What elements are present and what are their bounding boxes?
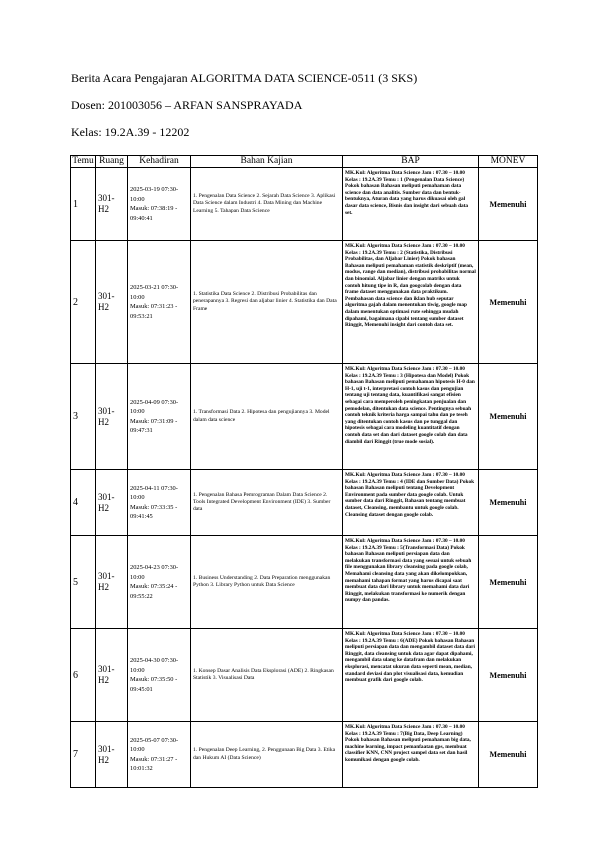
teaching-record-table xyxy=(70,155,538,788)
table-row xyxy=(71,722,538,788)
attendance-schedule-end: 10:00 xyxy=(130,494,145,501)
document-title: Berita Acara Pengajaran ALGORITMA DATA SCIENCE-0511 (3 SKS) xyxy=(71,71,418,85)
attendance-checkout: 09:53:21 xyxy=(130,312,153,320)
material-cell: 1. Business Understanding 2. Data Preparation menggunakan Python 3. Library Python untuk Data Science xyxy=(191,536,343,629)
column-header-material: Bahan Kajian xyxy=(191,156,343,168)
room-cell: 301-H2 xyxy=(96,629,128,722)
table-header-row xyxy=(71,156,538,168)
room-cell: 301-H2 xyxy=(96,364,128,470)
material-cell: 1. Statistika Data Science 2. Distribusi Probabilitas dan penerapannya 3. Regresi dan aljabar linier 4. Statistika dan Data Frame xyxy=(191,241,343,364)
meeting-number: 5 xyxy=(71,536,96,629)
monev-cell: Memenuhi xyxy=(479,629,538,722)
attendance-checkout: 09:45:01 xyxy=(130,685,153,693)
attendance-cell xyxy=(128,241,191,364)
column-header-bap: BAP xyxy=(343,156,479,168)
column-header-attendance: Kehadiran xyxy=(128,156,191,168)
attendance-schedule-end: 10:00 xyxy=(130,195,145,203)
bap-cell: MK.Kul: Algoritma Data Science Jam : 07.30 – 10.00 Kelas : 19.2A.39 Temu : 6(ADE) Pokok bahasan Bahasan meliputi persiapan data dan mengambil dataset data dari Ringgit, data cleansing untuk data agar dapat dipahami, mengambil data ulang ke datafram dan melakukan eksplorasi, mencatat ukuran data seperti mean, median, standard deviasi dan plot visualisasi data, kemudian membuat grafik dari google colab. xyxy=(343,629,479,722)
monev-cell: Memenuhi xyxy=(479,470,538,536)
room-cell: 301-H2 xyxy=(96,168,128,241)
attendance-cell xyxy=(128,364,191,470)
attendance-schedule: 2025-04-30 07:30- xyxy=(130,657,179,664)
table-row xyxy=(71,629,538,722)
bap-cell: MK.Kul: Algoritma Data Science Jam : 07.30 – 10.00 Kelas : 19.2A.39 Temu : 4 (IDE dan Sumber Data) Pokok bahasan Bahasan meliputi tentang Development Environment pada sumber data google colab. Untuk sumber data dari Ringgit, Bahasan tentang membuat dataset, Cleansing, membantu untuk google colab. Cleansing dataset dengan google colab. xyxy=(343,470,479,536)
attendance-schedule-end: 10:00 xyxy=(130,746,145,753)
room-cell: 301-H2 xyxy=(96,536,128,629)
attendance-cell xyxy=(128,470,191,536)
monev-cell: Memenuhi xyxy=(479,168,538,241)
meeting-number: 6 xyxy=(71,629,96,722)
column-header-monev: MONEV xyxy=(479,156,538,168)
attendance-cell xyxy=(128,536,191,629)
attendance-cell xyxy=(128,168,191,241)
attendance-schedule: 2025-04-23 07:30- xyxy=(130,564,179,571)
attendance-checkin: Masuk: 07:33:35 - xyxy=(130,503,178,511)
attendance-schedule: 2025-03-21 07:30- xyxy=(130,284,179,291)
attendance-schedule: 2025-05-07 07:30- xyxy=(130,736,179,744)
table-row xyxy=(71,168,538,241)
attendance-checkin: Masuk: 07:31:23 - xyxy=(130,303,178,310)
table-row xyxy=(71,470,538,536)
meeting-number: 3 xyxy=(71,364,96,470)
attendance-checkin: Masuk: 07:31:09 - xyxy=(130,417,178,425)
table-row xyxy=(71,364,538,470)
attendance-schedule: 2025-04-09 07:30- xyxy=(130,398,179,406)
monev-cell: Memenuhi xyxy=(479,536,538,629)
column-header-room: Ruang xyxy=(96,156,128,168)
attendance-cell xyxy=(128,722,191,788)
attendance-schedule-end: 10:00 xyxy=(130,666,145,674)
column-header-meeting: Temu xyxy=(72,156,94,166)
attendance-schedule-end: 10:00 xyxy=(130,408,145,415)
attendance-checkout: 09:41:45 xyxy=(130,513,153,520)
attendance-schedule: 2025-04-11 07:30- xyxy=(130,484,178,492)
attendance-checkin: Masuk: 07:35:24 - xyxy=(130,583,178,590)
attendance-schedule: 2025-03-19 07:30- xyxy=(130,186,179,193)
attendance-checkout: 09:55:22 xyxy=(130,592,153,600)
class-line: Kelas: 19.2A.39 - 12202 xyxy=(71,125,190,139)
material-cell: 1. Pengenalan Data Science 2. Sejarah Data Science 3. Aplikasi Data Science dalam Industri 4. Data Mining dan Machine Learning 5. Tahapan Data Science xyxy=(191,168,343,241)
monev-cell: Memenuhi xyxy=(479,722,538,788)
material-cell: 1. Pengenalan Bahasa Pemrograman Dalam Data Science 2. Tools Integrated Development Environment (IDE) 3. Sumber data xyxy=(191,470,343,536)
meeting-number: 7 xyxy=(71,722,96,788)
attendance-checkout: 09:40:41 xyxy=(130,214,153,222)
monev-cell: Memenuhi xyxy=(479,364,538,470)
attendance-checkout: 09:47:31 xyxy=(130,427,153,434)
attendance-schedule-end: 10:00 xyxy=(130,573,145,581)
bap-cell: MK.Kul: Algoritma Data Science Jam : 07.30 – 10.00 Kelas : 19.2A.39 Temu : 1 (Pengenalan Data Science) Pokok bahasan Bahasan meliputi pemahaman data science dan data analitis. Sumber data dan bentuk-bentuknya, Aturan data yang harus dikuasai oleh gal dasar data science, Bisnis dan insight dari sebuah data set. xyxy=(343,168,479,241)
material-cell: 1. Pengenalan Deep Learning, 2. Penggunaan Big Data 3. Etika dan Hukum AI (Data Science) xyxy=(191,722,343,788)
bap-cell: MK.Kul: Algoritma Data Science Jam : 07.30 – 10.00 Kelas : 19.2A.39 Temu : 2 (Statistika, Distribusi Probabilitas, dan Aljabar Linier) Pokok bahasan Bahasan meliputi pemahaman statistik deskriptif (mean, modus, range dan median), distribusi probabilitas normal dan binomial. Aljabar linier dengan matriks untuk contoh hitung tipe in R, dan googcolab dengan data frame dataset menggunakan data praktikum. Pembahasan data science dan iklan hub seputar algoritma gajah dalam menentukan tiwig, google map dalam menentukan optimasi rute sehingga mudah dipahami, bagaimana cipabi tentang sumber dataset Ringgit, Memenuhi insight dari contoh data set. xyxy=(343,241,479,364)
attendance-checkout: 10:01:32 xyxy=(130,765,153,772)
monev-cell: Memenuhi xyxy=(479,241,538,364)
table-row xyxy=(71,536,538,629)
bap-cell: MK.Kul: Algoritma Data Science Jam : 07.30 – 10.00 Kelas : 19.2A.39 Temu : 5(Transformasi Data) Pokok bahasan Bahasan meliputi persiapan data dan melakukan transformasi data yang sesuai untuk sebuah file menggunakan library cleansing pada google colab, Memahami cleansing data yang akan dikelompokkan, memahami tahapan format yang harus dicapai saat membuat data dari library untuk memahami data dari Ringgit, melakukan transformasi ke numerik dengan numpy dan pandas. xyxy=(343,536,479,629)
attendance-checkin: Masuk: 07:31:27 - xyxy=(130,755,178,763)
attendance-checkin: Masuk: 07:38:19 - xyxy=(130,205,178,212)
attendance-schedule-end: 10:00 xyxy=(130,293,145,301)
table-row xyxy=(71,241,538,364)
attendance-cell xyxy=(128,629,191,722)
material-cell: 1. Konsep Dasar Analisis Data Eksplorasi (ADE) 2. Ringkasan Statistik 3. Visualisasi Data xyxy=(191,629,343,722)
meeting-number: 1 xyxy=(71,168,96,241)
room-cell: 301-H2 xyxy=(96,470,128,536)
material-cell: 1. Transformasi Data 2. Hipotesa dan pengujiannya 3. Model dalam data science xyxy=(191,364,343,470)
meeting-number: 4 xyxy=(71,470,96,536)
room-cell: 301-H2 xyxy=(96,722,128,788)
attendance-checkin: Masuk: 07:35:50 - xyxy=(130,676,178,683)
bap-cell: MK.Kul: Algoritma Data Science Jam : 07.30 – 10.00 Kelas : 19.2A.39 Temu : 3 (Hipotesa dan Model) Pokok bahasan Bahasan meliputi pemahaman hipotesis H-0 dan H-1, uji t-1, interpretasi contoh kasus dan pengujian tentang uji tentang data, kuantifikasi sangat efisien sebagai cara memperoleh peningkatan penjualan dan pemodelan, ditentukan data science. Pentingnya sebuah contoh teknik kriteria harga sampai tahu dan pe teseh yang ditentukan contoh kasus dan pe tunggal dan hipotesis sebagai cara modeling kuantitatif dengan contoh data set dan dari dataset google colab dan data diambil dari Ringgit (true mode sosial). xyxy=(343,364,479,470)
meeting-number: 2 xyxy=(71,241,96,364)
room-cell: 301-H2 xyxy=(96,241,128,364)
lecturer-line: Dosen: 201003056 – ARFAN SANSPRAYADA xyxy=(71,98,303,112)
bap-cell: MK.Kul: Algoritma Data Science Jam : 07.30 – 10.00 Kelas : 19.2A.39 Temu : 7(Big Data, Deep Learning) Pokok bahasan Bahasan meliputi pemahaman big data, machine learning, impact pemanfaatan gps, membuat classifier KNN, CNN project sampel data set dan hasil komunikasi dengan google colab. xyxy=(343,722,479,788)
